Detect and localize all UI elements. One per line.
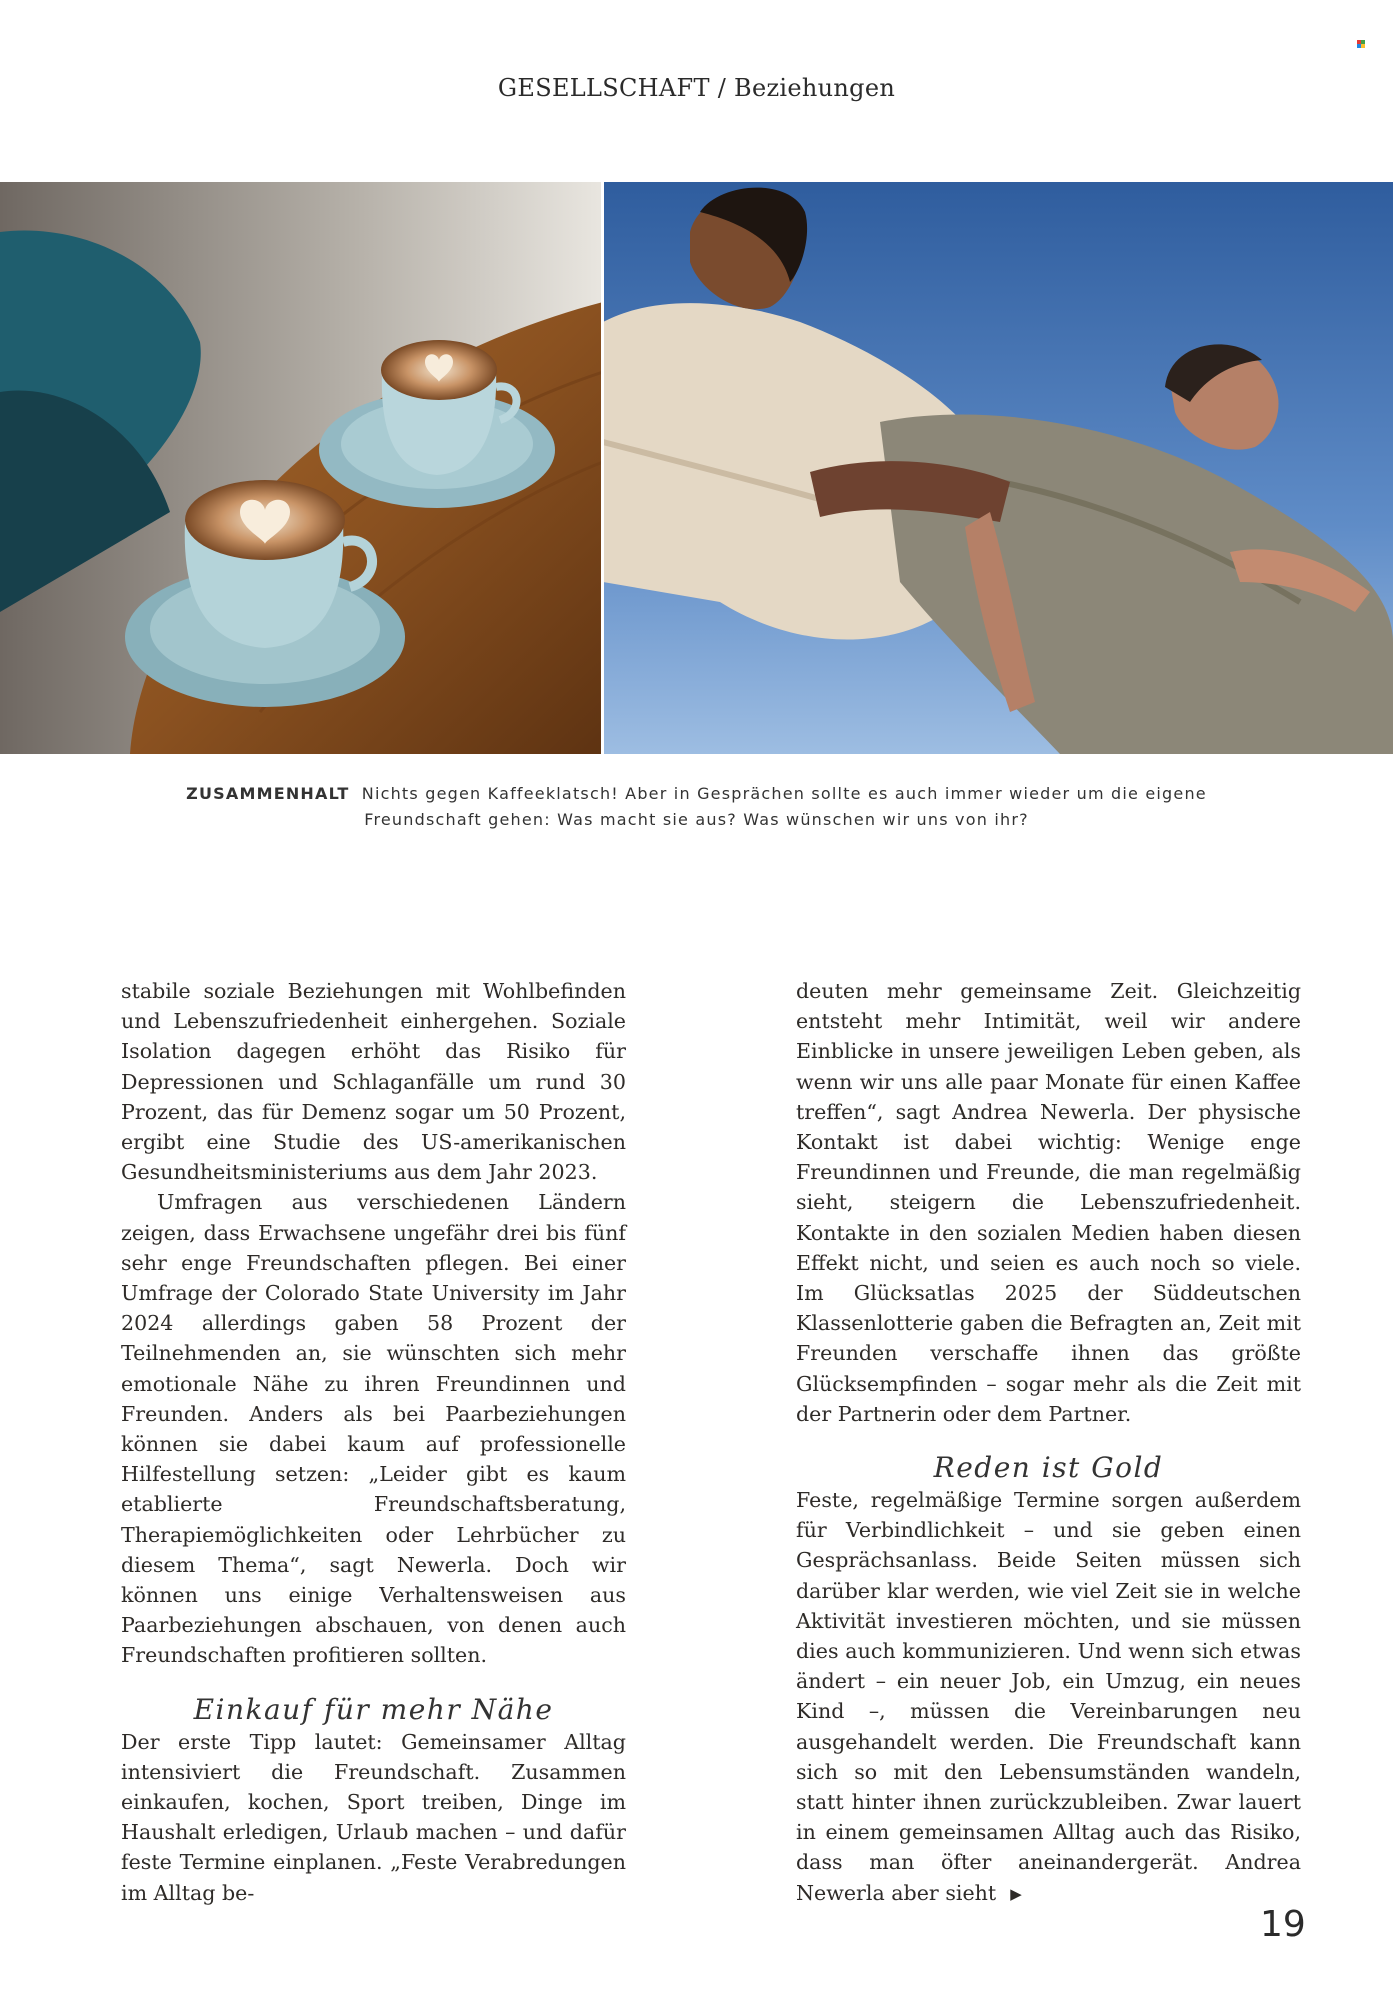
subheading: Reden ist Gold bbox=[933, 1451, 1164, 1485]
photo-strip bbox=[0, 182, 1393, 754]
corner-logo-mark bbox=[1357, 40, 1365, 48]
header-separator: / bbox=[709, 74, 735, 102]
caption-text: Nichts gegen Kaffeeklatsch! Aber in Gesprächen sollte es auch immer wieder um die eigene Freundschaft gehen: Was macht sie aus? Was wünschen wir uns von ihr? bbox=[361, 784, 1207, 829]
page-header bbox=[0, 74, 1393, 102]
header-subsection: Beziehungen bbox=[734, 74, 896, 102]
paragraph: stabile soziale Beziehungen mit Wohlbefinden und Lebenszufriedenheit einhergehen. Soziale Isolation dagegen erhöht das Risiko für Depressionen und Schlaganfälle um rund 30 Prozent, das für Demenz sogar um 50 Prozent, ergibt eine Studie des US-amerikanischen Gesundheitsministeriums aus dem Jahr 2023. bbox=[121, 979, 626, 1185]
coffee-photo bbox=[0, 182, 603, 754]
header-section: GESELLSCHAFT bbox=[497, 74, 710, 102]
article-column-left bbox=[121, 976, 626, 1908]
paragraph-text: Feste, regelmäßige Termine sorgen außerdem für Verbindlichkeit – und sie geben einen Gesprächsanlass. Beide Seiten müssen sich darüber klar werden, wie viel Zeit sie in welche Aktivität investieren möchten, und sie müssen dies auch kommunizieren. Und wenn sich etwas ändert – ein neuer Job, ein Umzug, ein neues Kind –, müssen die Vereinbarungen neu ausgehandelt werden. Die Freundschaft kann sich so mit den Lebensumständen wandeln, statt hinter ihnen zurückzubleiben. Zwar lauert in einem gemeinsamen Alltag auch das Risiko, dass man öfter aneinandergerät. Andrea Newerla aber sieht bbox=[796, 1488, 1301, 1905]
caption-lead: ZUSAMMENHALT bbox=[186, 784, 350, 803]
paragraph: Der erste Tipp lautet: Gemeinsamer Alltag intensiviert die Freundschaft. Zusammen einkaufen, kochen, Sport treiben, Dinge im Haushalt erledigen, Urlaub machen – und dafür feste Termine einplanen. „Feste Verabredungen im Alltag be- bbox=[121, 1729, 626, 1905]
paragraph: Umfragen aus verschiedenen Ländern zeigen, dass Erwachsene ungefähr drei bis fünf sehr enge Freundschaften pflegen. Bei einer Umfrage der Colorado State University im Jahr 2024 allerdings gaben 58 Prozent der Teilnehmenden an, sie wünschten sich mehr emotionale Nähe zu ihren Freundinnen und Freunden. Anders als bei Paarbeziehungen können sie dabei kaum auf professionelle Hilfestellung setzen: „Leider gibt es kaum etablierte Freundschaftsberatung, Therapiemöglichkeiten oder Lehrbücher zu diesem Thema“, sagt Newerla. Doch wir können uns einige Verhaltensweisen aus Paarbeziehungen abschauen, von denen auch Freundschaften profitieren sollten. bbox=[121, 1190, 626, 1668]
photo-caption bbox=[180, 781, 1213, 833]
paragraph-continued bbox=[796, 1485, 1301, 1909]
continue-arrow-icon: ▶ bbox=[1010, 1884, 1022, 1903]
page-number: 19 bbox=[1260, 1904, 1306, 1945]
subheading: Einkauf für mehr Nähe bbox=[193, 1692, 554, 1726]
paragraph: deuten mehr gemeinsame Zeit. Gleichzeitig entsteht mehr Intimität, weil wir andere Einblicke in unsere jeweiligen Leben geben, als wenn wir uns alle paar Monate für einen Kaffee treffen“, sagt Andrea Newerla. Der physische Kontakt ist dabei wichtig: Wenige enge Freundinnen und Freunde, die man regelmäßig sieht, steigern die Lebenszufriedenheit. Kontakte in den sozialen Medien haben diesen Effekt nicht, und seien es auch noch so viele. Im Glücksatlas 2025 der Süddeutschen Klassenlotterie gaben die Befragten an, Zeit mit Freunden verschaffe ihnen das größte Glücksempfinden – sogar mehr als die Zeit mit der Partnerin oder dem Partner. bbox=[796, 979, 1301, 1426]
friends-photo bbox=[603, 182, 1393, 754]
article-column-right bbox=[796, 976, 1301, 1909]
